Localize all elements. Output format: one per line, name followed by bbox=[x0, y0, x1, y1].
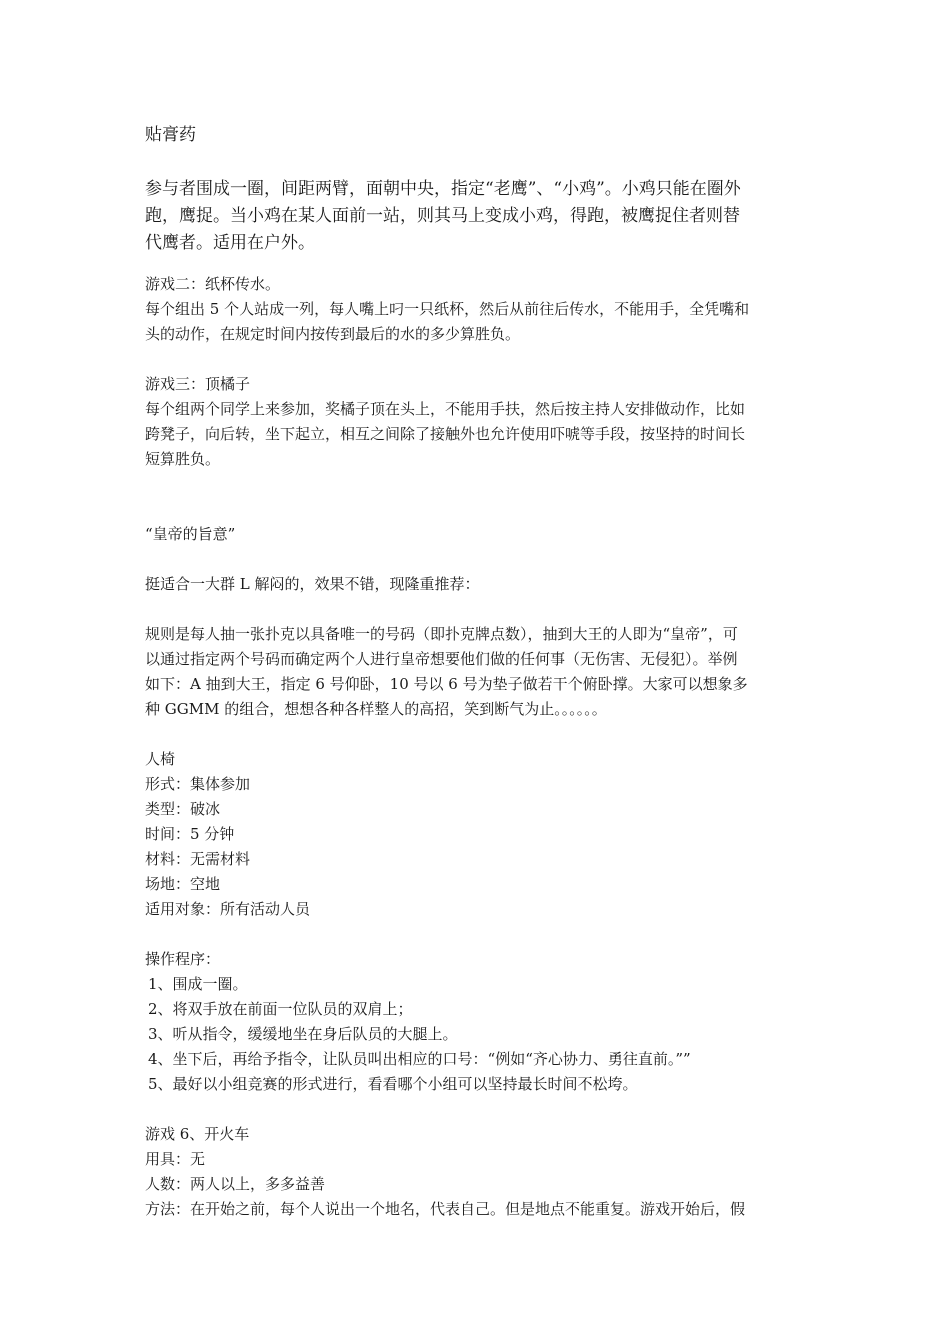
info-line: 时间：5 分钟 bbox=[145, 825, 235, 843]
procedure-step: 1、围成一圈。 bbox=[148, 975, 248, 993]
paragraph-line: 挺适合一大群 L 解闷的，效果不错，现隆重推荐： bbox=[145, 575, 480, 593]
procedure-step: 4、坐下后，再给予指令，让队员叫出相应的口号：“例如“齐心协力、勇往直前。”” bbox=[148, 1050, 691, 1068]
paragraph-line: 代鹰者。适用在户外。 bbox=[145, 233, 315, 253]
info-line: 用具：无 bbox=[145, 1150, 206, 1168]
procedure-step: 5、最好以小组竞赛的形式进行，看看哪个小组可以坚持最长时间不松垮。 bbox=[148, 1075, 638, 1093]
info-line: 材料：无需材料 bbox=[145, 850, 251, 868]
info-line: 场地：空地 bbox=[145, 875, 221, 893]
info-line: 类型：破冰 bbox=[145, 800, 221, 818]
paragraph-line: 参与者围成一圈，间距两臂，面朝中央，指定“老鹰”、“小鸡”。小鸡只能在圈外 bbox=[145, 179, 741, 199]
section-title-emperor-decree: “皇帝的旨意” bbox=[145, 525, 236, 543]
paragraph-line: 每个组两个同学上来参加，奖橘子顶在头上，不能用手扶，然后按主持人安排做动作，比如 bbox=[145, 400, 746, 418]
paragraph-line: 短算胜负。 bbox=[145, 450, 221, 468]
paragraph-line: 种 GGMM 的组合，想想各种各样整人的高招，笑到断气为止。。。。。。 bbox=[145, 700, 607, 718]
paragraph-line: 方法：在开始之前，每个人说出一个地名，代表自己。但是地点不能重复。游戏开始后，假 bbox=[145, 1200, 746, 1218]
info-line: 适用对象：所有活动人员 bbox=[145, 900, 311, 918]
procedure-step: 3、听从指令，缓缓地坐在身后队员的大腿上。 bbox=[148, 1025, 458, 1043]
section-title-tie-gaoyao: 贴膏药 bbox=[145, 125, 196, 145]
paragraph-line: 以通过指定两个号码而确定两个人进行皇帝想要他们做的任何事（无伤害、无侵犯）。举例 bbox=[145, 650, 738, 668]
section-title-human-chair: 人椅 bbox=[145, 750, 176, 768]
paragraph-line: 每个组出 5 个人站成一列，每人嘴上叼一只纸杯，然后从前往后传水，不能用手，全凭嘴和 bbox=[145, 300, 750, 318]
section-title-game-three: 游戏三：顶橘子 bbox=[145, 375, 251, 393]
paragraph-line: 跨凳子，向后转，坐下起立，相互之间除了接触外也允许使用吓唬等手段，按坚持的时间长 bbox=[145, 425, 746, 443]
paragraph-line: 规则是每人抽一张扑克以具备唯一的号码（即扑克牌点数），抽到大王的人即为“皇帝”，可 bbox=[145, 625, 738, 643]
info-line: 形式：集体参加 bbox=[145, 775, 251, 793]
procedure-step: 2、将双手放在前面一位队员的双肩上； bbox=[148, 1000, 413, 1018]
section-title-game-two: 游戏二：纸杯传水。 bbox=[145, 275, 281, 293]
procedure-title: 操作程序： bbox=[145, 950, 221, 968]
paragraph-line: 如下：A 抽到大王，指定 6 号仰卧，10 号以 6 号为垫子做若干个俯卧撑。大家可以想象多 bbox=[145, 675, 748, 693]
paragraph-line: 头的动作，在规定时间内按传到最后的水的多少算胜负。 bbox=[145, 325, 521, 343]
info-line: 人数：两人以上，多多益善 bbox=[145, 1175, 326, 1193]
section-title-game-six: 游戏 6、开火车 bbox=[145, 1125, 250, 1143]
paragraph-line: 跑，鹰捉。当小鸡在某人面前一站，则其马上变成小鸡，得跑，被鹰捉住者则替 bbox=[145, 206, 740, 226]
